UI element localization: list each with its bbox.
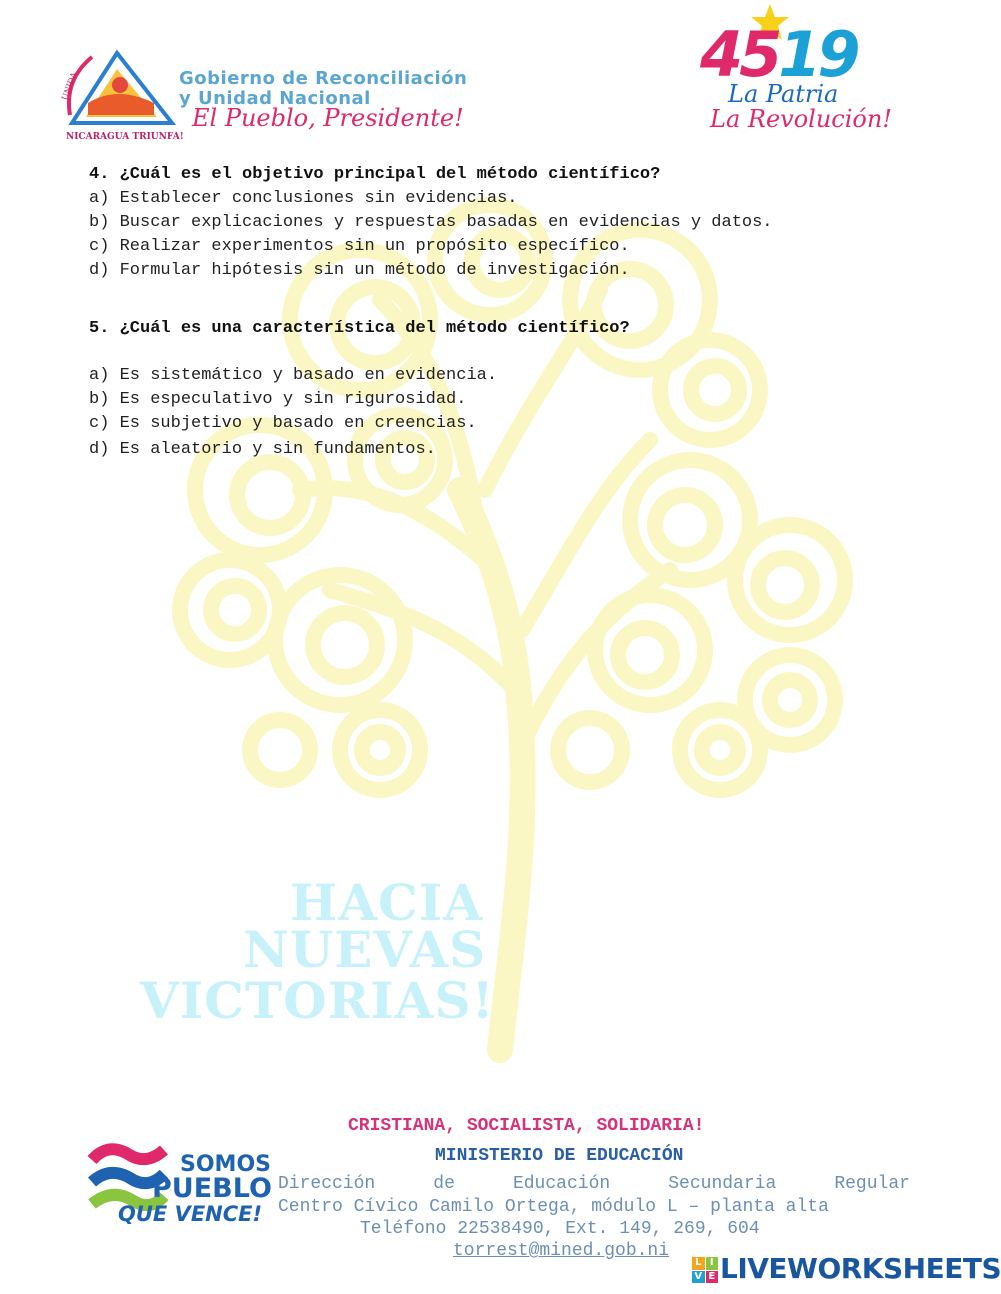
footer-direction-word: Secundaria xyxy=(668,1174,777,1194)
somos-line1: SOMOS xyxy=(180,1152,271,1177)
svg-text:UNIDA: UNIDA xyxy=(60,71,79,102)
question-5-title: 5. ¿Cuál es una característica del método científico? xyxy=(89,319,630,338)
liveworksheets-badge-icon: L I V E xyxy=(692,1257,718,1283)
question-4-option-d: d) Formular hipótesis sin un método de investigación. xyxy=(89,261,630,280)
watermark-line2: NUEVAS xyxy=(243,920,487,979)
question-5-option-a: a) Es sistemático y basado en evidencia. xyxy=(89,366,498,385)
logo-la-revolucion: La Revolución! xyxy=(710,105,892,133)
question-5-option-d: d) Es aleatorio y sin fundamentos. xyxy=(89,440,436,459)
footer-address: Centro Cívico Camilo Ortega, módulo L – planta alta xyxy=(278,1197,829,1217)
government-name-line2: y Unidad Nacional xyxy=(179,88,371,109)
question-4-option-b: b) Buscar explicaciones y respuestas basadas en evidencias y datos. xyxy=(89,213,773,232)
question-4-option-a: a) Establecer conclusiones sin evidencias. xyxy=(89,189,518,208)
footer-motto: CRISTIANA, SOCIALISTA, SOLIDARIA! xyxy=(348,1116,705,1136)
government-name-line1: Gobierno de Reconciliación xyxy=(179,68,468,89)
somos-line2: PUEBLO xyxy=(152,1173,272,1204)
footer-ministry: MINISTERIO DE EDUCACIÓN xyxy=(435,1146,684,1166)
footer-phone: Teléfono 22538490, Ext. 149, 269, 604 xyxy=(360,1219,760,1239)
svg-text:NICARAGUA TRIUNFA!: NICARAGUA TRIUNFA! xyxy=(66,132,184,142)
watermark-line1: HACIA xyxy=(290,873,484,932)
footer-direction-word: Educación xyxy=(512,1174,611,1194)
logo-4519: 4519 xyxy=(700,18,857,91)
footer-direction xyxy=(278,1174,910,1194)
question-5-option-b: b) Es especulativo y sin rigurosidad. xyxy=(89,390,467,409)
footer-direction-word: Dirección xyxy=(278,1174,376,1194)
footer-direction-word: de xyxy=(433,1174,455,1194)
footer-direction-word: Regular xyxy=(834,1174,910,1194)
footer-email-link[interactable]: torrest@mined.gob.ni xyxy=(453,1241,670,1261)
question-4-title: 4. ¿Cuál es el objetivo principal del método científico? xyxy=(89,165,661,184)
logo-la-patria: La Patria xyxy=(728,80,839,108)
somos-line3: QUE VENCE! xyxy=(118,1202,263,1226)
liveworksheets-brand[interactable]: LIVEWORKSHEETS xyxy=(720,1252,1001,1285)
question-4-option-c: c) Realizar experimentos sin un propósito específico. xyxy=(89,237,630,256)
watermark-line3: VICTORIAS! xyxy=(140,971,495,1030)
government-slogan: El Pueblo, Presidente! xyxy=(192,104,464,132)
government-seal-logo xyxy=(62,45,188,145)
question-5-option-c: c) Es subjetivo y basado en creencias. xyxy=(89,414,477,433)
